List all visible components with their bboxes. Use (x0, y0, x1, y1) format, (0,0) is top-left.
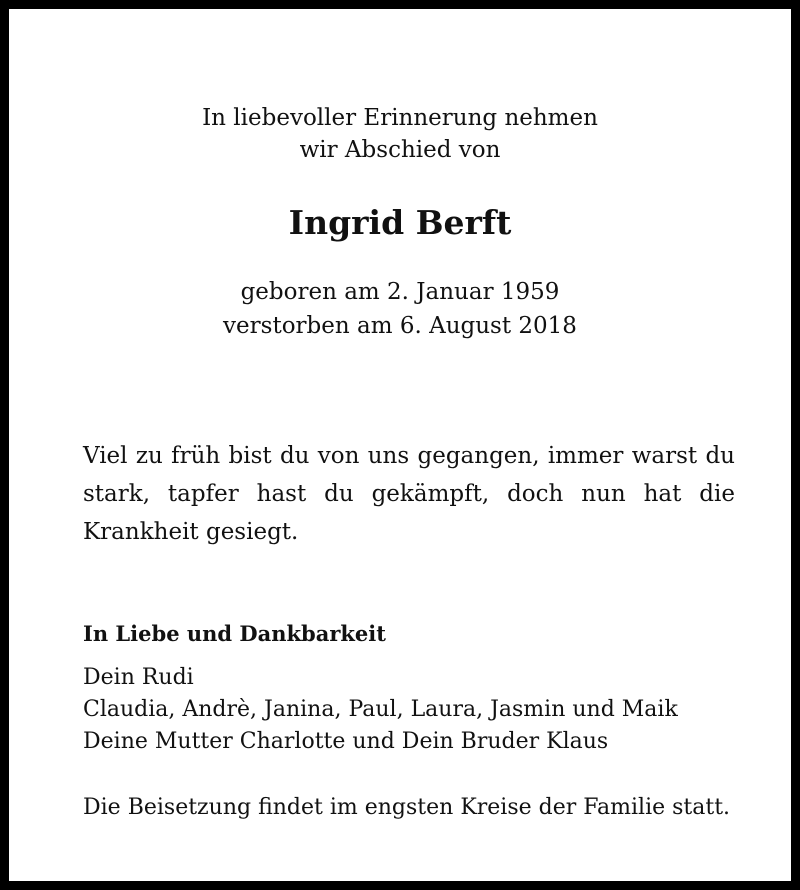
thanks-heading: In Liebe und Dankbarkeit (83, 621, 386, 646)
intro-line: In liebevoller Erinnerung nehmen (202, 105, 598, 131)
death-date: verstorben am 6. August 2018 (223, 313, 577, 339)
family-list (83, 662, 678, 758)
memorial-message: Viel zu früh bist du von uns gegangen, immer warst du stark, tapfer hast du gekämpft, doch nun hat die Krankheit gesiegt. (83, 443, 735, 545)
funeral-note: Die Beisetzung findet im engsten Kreise der Familie statt. (83, 795, 731, 820)
family-member-line: Claudia, Andrè, Janina, Paul, Laura, Jasmin und Maik (83, 697, 678, 722)
life-dates (9, 275, 791, 343)
birth-date: geboren am 2. Januar 1959 (240, 279, 560, 305)
deceased-name: Ingrid Berft (288, 203, 512, 242)
family-member-line: Dein Rudi (83, 665, 194, 690)
family-member-line: Deine Mutter Charlotte und Dein Bruder Klaus (83, 729, 609, 754)
intro-line: wir Abschied von (299, 137, 501, 163)
intro-text (9, 102, 791, 166)
